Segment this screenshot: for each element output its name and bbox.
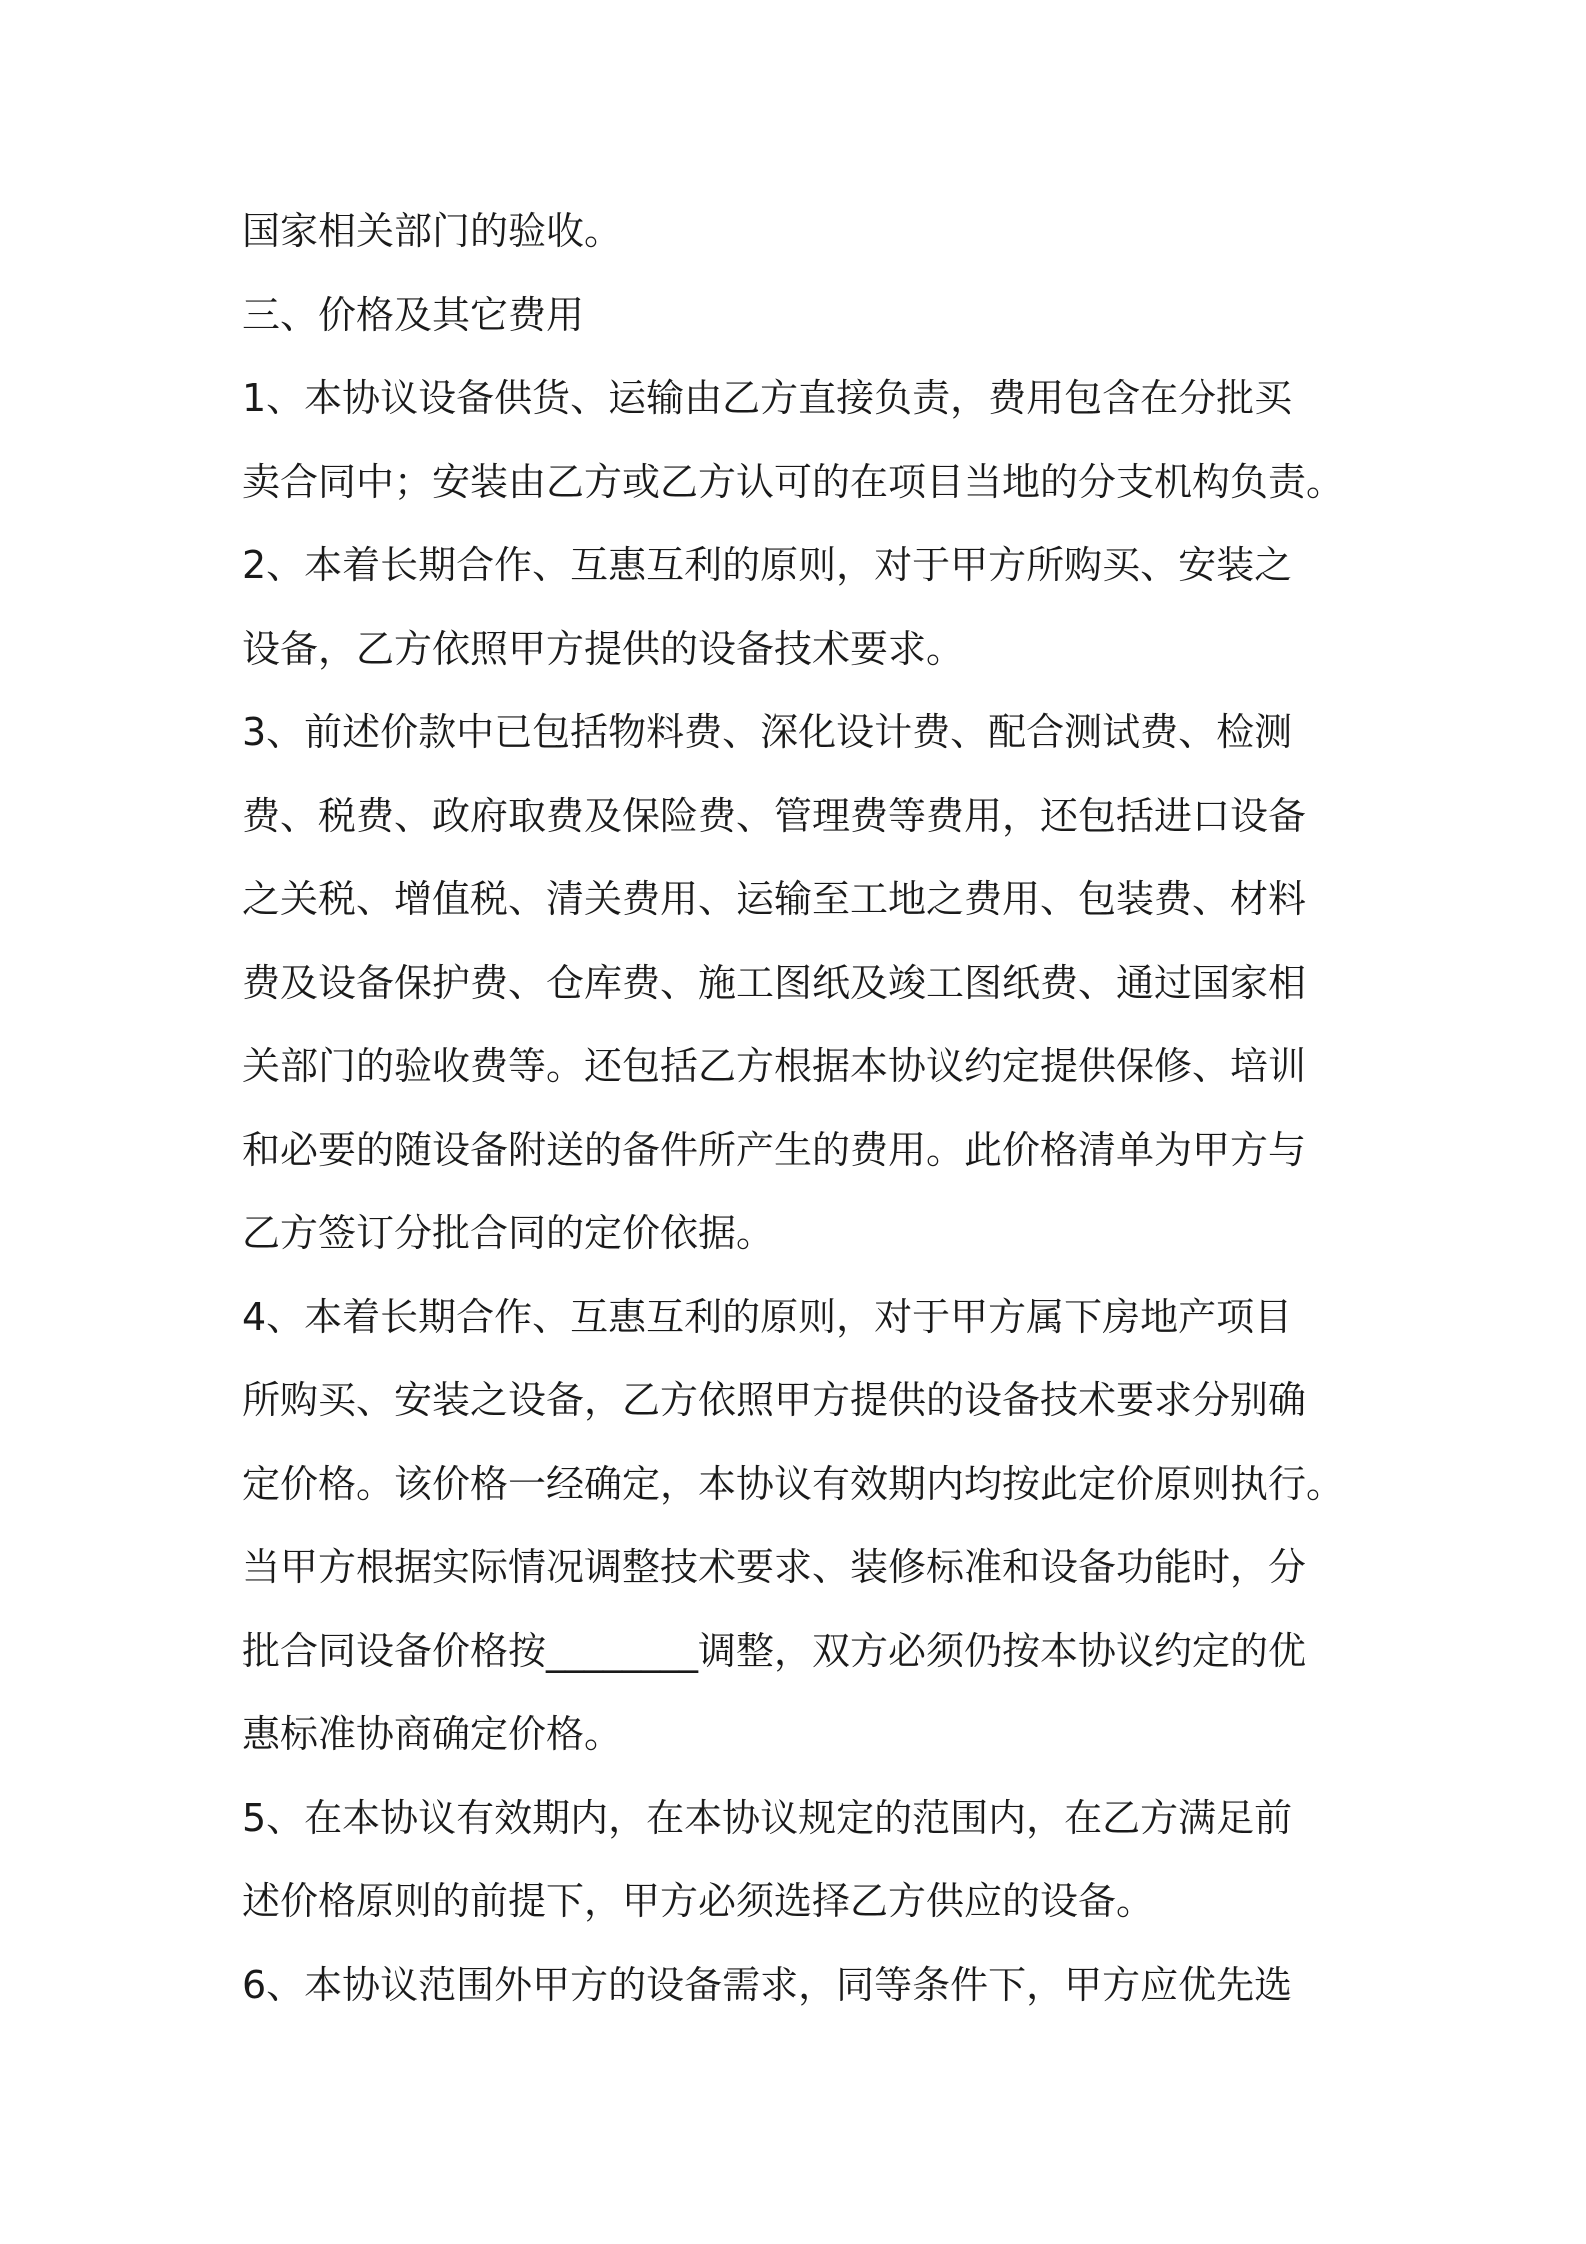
text-line: 述价格原则的前提下，甲方必须选择乙方供应的设备。 xyxy=(242,1879,1155,1923)
text-line: 和必要的随设备附送的备件所产生的费用。此价格清单为甲方与 xyxy=(242,1127,1307,1172)
text-line: 4、本着长期合作、互惠互利的原则，对于甲方属下房地产项目 xyxy=(242,1294,1293,1339)
text-line: 国家相关部门的验收。 xyxy=(242,209,623,253)
text-line: 所购买、安装之设备，乙方依照甲方提供的设备技术要求分别确 xyxy=(242,1378,1307,1422)
text-line: 惠标准协商确定价格。 xyxy=(242,1712,623,1756)
text-line: 定价格。该价格一经确定，本协议有效期内均按此定价原则执行。 xyxy=(242,1461,1345,1506)
text-line: 之关税、增值税、清关费用、运输至工地之费用、包装费、材料 xyxy=(242,877,1307,921)
text-line: 费、税费、政府取费及保险费、管理费等费用，还包括进口设备 xyxy=(242,793,1307,838)
text-line: 2、本着长期合作、互惠互利的原则，对于甲方所购买、安装之 xyxy=(242,543,1293,587)
text-line: 1、本协议设备供货、运输由乙方直接负责，费用包含在分批买 xyxy=(242,376,1293,420)
text-line: 设备，乙方依照甲方提供的设备技术要求。 xyxy=(242,626,965,671)
text-line: 当甲方根据实际情况调整技术要求、装修标准和设备功能时，分 xyxy=(242,1545,1307,1589)
text-line: 5、在本协议有效期内，在本协议规定的范围内，在乙方满足前 xyxy=(242,1795,1293,1840)
section-heading: 三、价格及其它费用 xyxy=(242,292,585,337)
text-line: 批合同设备价格按________调整，双方必须仍按本协议约定的优 xyxy=(242,1628,1307,1673)
text-line: 费及设备保护费、仓库费、施工图纸及竣工图纸费、通过国家相 xyxy=(242,960,1307,1005)
text-line: 关部门的验收费等。还包括乙方根据本协议约定提供保修、培训 xyxy=(242,1044,1307,1088)
text-line: 卖合同中；安装由乙方或乙方认可的在项目当地的分支机构负责。 xyxy=(242,459,1345,504)
text-line: 3、前述价款中已包括物料费、深化设计费、配合测试费、检测 xyxy=(242,710,1293,754)
text-line: 乙方签订分批合同的定价依据。 xyxy=(242,1211,775,1255)
document-body xyxy=(242,190,1362,2027)
text-line: 6、本协议范围外甲方的设备需求，同等条件下，甲方应优先选 xyxy=(242,1962,1293,2007)
